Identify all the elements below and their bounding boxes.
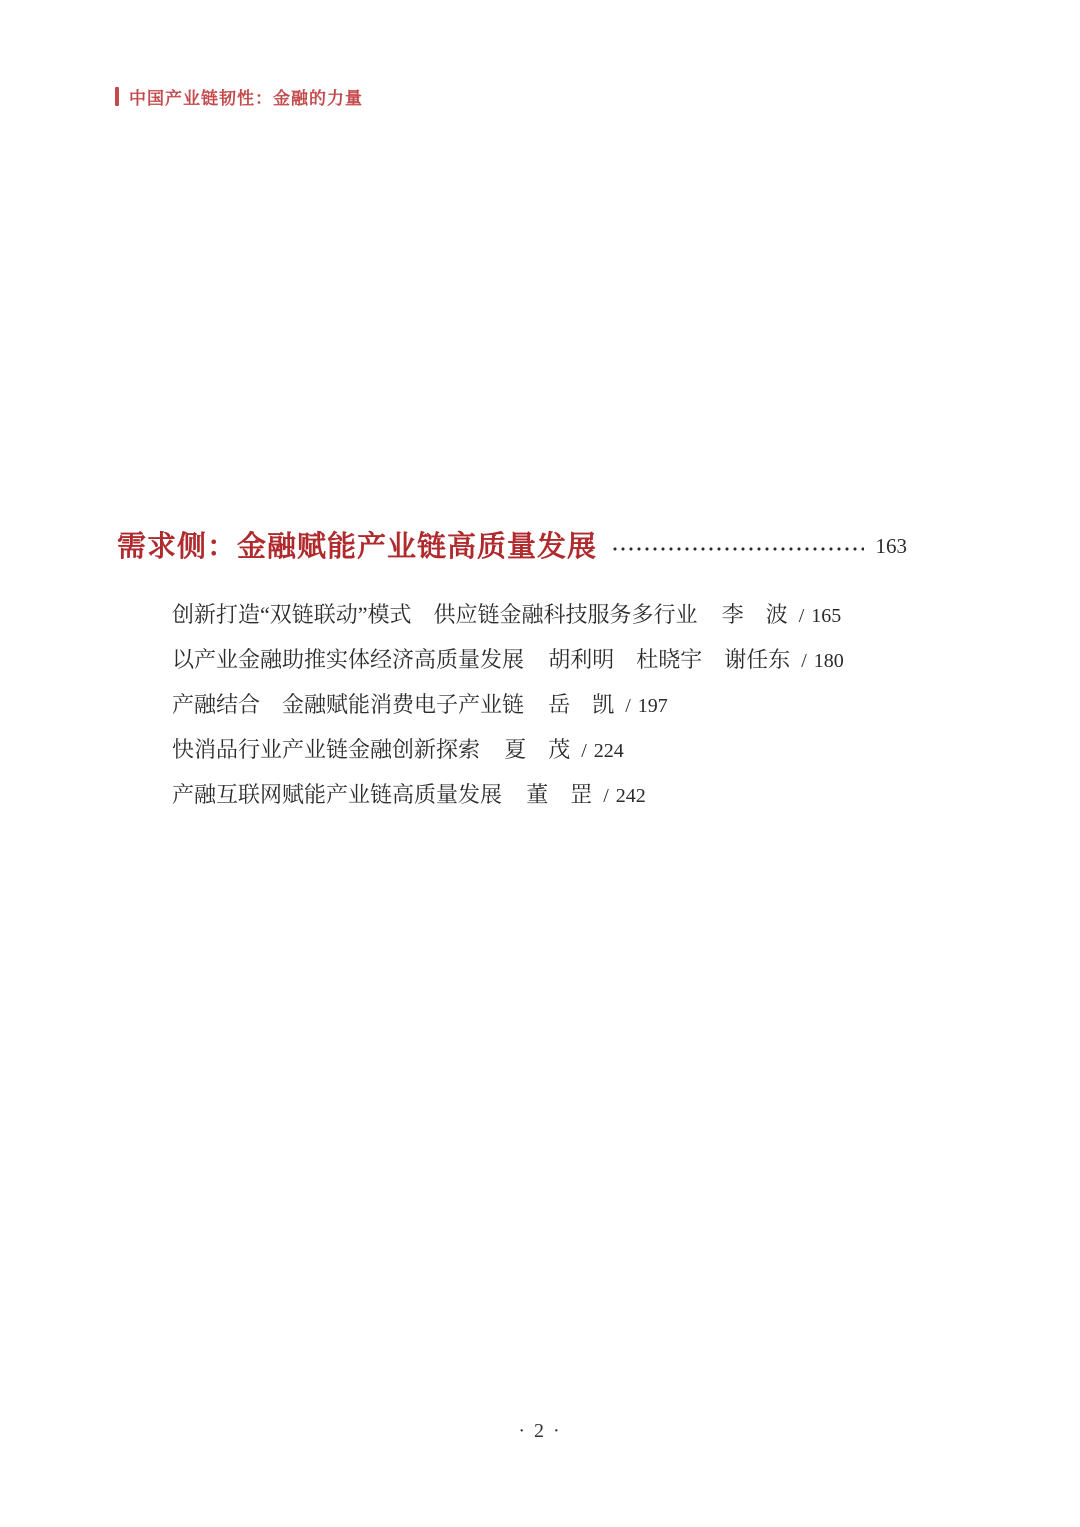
book-title: 中国产业链韧性：金融的力量 — [129, 89, 363, 108]
entry-page-number: 165 — [811, 605, 842, 627]
entry-title: 产融结合 金融赋能消费电子产业链 — [172, 692, 525, 717]
toc-section-heading — [117, 524, 907, 565]
entry-page-separator: / — [603, 785, 609, 807]
entry-authors: 岳 凯 — [548, 692, 615, 717]
toc-entry — [172, 772, 844, 817]
page-folio — [0, 1420, 1080, 1443]
entry-authors: 夏 茂 — [504, 737, 571, 762]
page-number: · 2 · — [518, 1420, 562, 1442]
entry-title: 快消品行业产业链金融创新探索 — [172, 737, 481, 762]
entry-page-separator: / — [801, 650, 807, 672]
section-title: 需求侧：金融赋能产业链高质量发展 — [117, 531, 598, 563]
entry-authors: 胡利明 杜晓宇 谢任东 — [548, 647, 791, 672]
entry-page-separator: / — [798, 605, 805, 627]
entry-title: 以产业金融助推实体经济高质量发展 — [172, 647, 525, 672]
entry-title: 产融互联网赋能产业链高质量发展 — [172, 782, 503, 807]
toc-entry — [172, 682, 844, 727]
entry-page-number: 180 — [813, 650, 844, 672]
dot-leader — [613, 547, 863, 552]
running-header — [115, 84, 363, 109]
toc-entry — [172, 592, 844, 637]
section-page-number: 163 — [875, 534, 907, 558]
entry-page-separator: / — [625, 695, 631, 717]
entry-authors: 董 罡 — [526, 782, 593, 807]
entry-authors: 李 波 — [721, 602, 788, 627]
header-accent-bar-icon — [115, 87, 119, 106]
entry-page-separator: / — [581, 740, 587, 762]
entry-title: 创新打造“双链联动”模式 供应链金融科技服务多行业 — [172, 602, 698, 627]
toc-entry-list — [172, 592, 844, 817]
toc-entry — [172, 637, 844, 682]
toc-entry — [172, 727, 844, 772]
entry-page-number: 242 — [615, 785, 646, 807]
entry-page-number: 224 — [593, 740, 624, 762]
entry-page-number: 197 — [637, 695, 668, 717]
